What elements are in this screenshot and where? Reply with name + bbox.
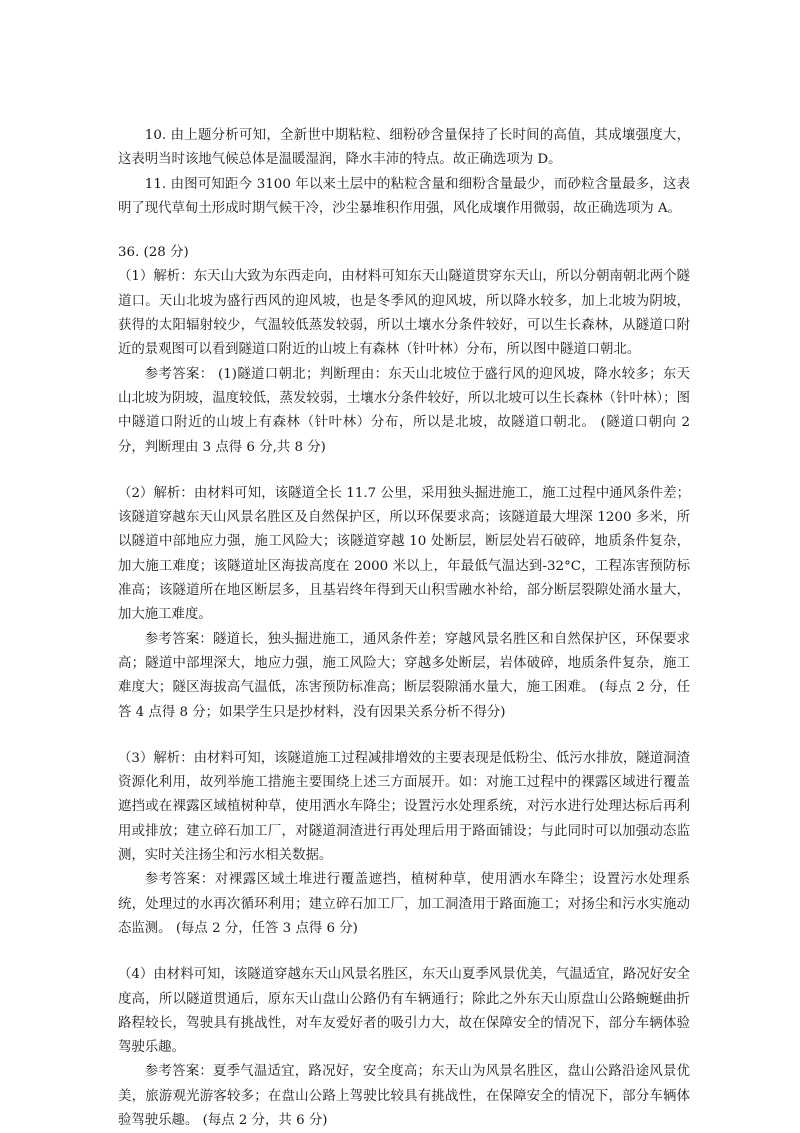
part3-answer: 参考答案：对裸露区域土堆进行覆盖遮挡，植树种草，使用洒水车降尘；设置污水处理系统，处理过的水再次循环利用；建立碎石加工厂，加工洞渣用于路面施工；对扬尘和污水实施动态监测。 (每点 2 分，任答 3 点得 6 分) xyxy=(118,872,690,936)
answer-q10: 10. 由上题分析可知，全新世中期粘粒、细粉砂含量保持了长时间的高值，其成壤强度大，这表明当时该地气候总体是温暖湿润，降水丰沛的特点。故正确选项为 D。 xyxy=(118,128,690,168)
part4-analysis: （4）由材料可知，该隧道穿越东天山风景名胜区，东天山夏季风景优美，气温适宜，路况好安全度高，所以隧道贯通后，原东天山盘山公路仍有车辆通行；除此之外东天山原盘山公路蜿蜒曲折路程较长，驾驶具有挑战性，对车友爱好者的吸引力大，故在保障安全的情况下，部分车辆体验驾驶乐趣。 xyxy=(118,967,690,1056)
part1-answer: 参考答案： (1)隧道口朝北；判断理由：东天山北坡位于盛行风的迎风坡，降水较多；东天山北坡为阴坡，温度较低，蒸发较弱，土壤水分条件较好，所以北坡可以生长森林（针叶林）；图中隧道口附近的山坡上有森林（针叶林）分布，所以是北坡，故隧道口朝北。 (隧道口朝向 2 分，判断理由 3 点得 6 分,共 8 分) xyxy=(118,366,690,455)
part4-answer: 参考答案：夏季气温适宜，路况好，安全度高；东天山为风景名胜区，盘山公路沿途风景优美，旅游观光游客较多；在盘山公路上驾驶比较具有挑战性，在保障安全的情况下，部分车辆体验驾驶乐趣。 (每点 2 分，共 6 分) xyxy=(118,1064,690,1128)
answer-q11: 11. 由图可知距今 3100 年以来土层中的粘粒含量和细粉含量最少，而砂粒含量最多，这表明了现代草甸土形成时期气候干冷，沙尘暴堆积作用强，风化成壤作用微弱，故正确选项为 A。 xyxy=(118,176,690,216)
part3-analysis: （3）解析：由材料可知，该隧道施工过程减排增效的主要表现是低粉尘、低污水排放，隧道洞渣资源化利用，故列举施工措施主要围绕上述三方面展开。如：对施工过程中的裸露区域进行覆盖遮挡或在裸露区域植树种草，使用洒水车降尘；设置污水处理系统，对污水进行处理达标后再利用或排放；建立碎石加工厂，对隧道洞渣进行再处理后用于路面铺设；与此同时可以加强动态监测，实时关注扬尘和污水相关数据。 xyxy=(118,750,690,864)
q36-header: 36. (28 分) xyxy=(118,245,189,261)
part2-analysis: （2）解析：由材料可知，该隧道全长 11.7 公里，采用独头掘进施工，施工过程中通风条件差；该隧道穿越东天山风景名胜区及自然保护区，所以环保要求高；该隧道最大埋深 1200 多米，所以隧道中部地应力强，施工风险大；该隧道穿越 10 处断层，断层处岩石破碎，地质条件复杂，加大施工难度；该隧道址区海拔高度在 2000 米以上，年最低气温达到-32°C，工程冻害预防标准高；该隧道所在地区断层多，且基岩终年得到天山积雪融水补给，部分断层裂隙处涌水量大，加大施工难度。 xyxy=(118,485,690,623)
part1-analysis: （1）解析：东天山大致为东西走向，由材料可知东天山隧道贯穿东天山，所以分朝南朝北两个隧道口。天山北坡为盛行西风的迎风坡，也是冬季风的迎风坡，所以降水较多，加上北坡为阴坡，获得的太阳辐射较少，气温较低蒸发较弱，所以土壤水分条件较好，可以生长森林，从隧道口附近的景观图可以看到隧道口附近的山坡上有森林（针叶林）分布，所以图中隧道口朝北。 xyxy=(118,269,690,358)
part2-answer: 参考答案：隧道长，独头掘进施工，通风条件差；穿越风景名胜区和自然保护区，环保要求高；隧道中部埋深大，地应力强，施工风险大；穿越多处断层，岩体破碎，地质条件复杂，施工难度大；隧区海拔高气温低，冻害预防标准高；断层裂隙涌水量大，施工困难。 (每点 2 分，任答 4 点得 8 分；如果学生只是抄材料，没有因果关系分析不得分) xyxy=(118,631,690,720)
answer-document xyxy=(118,124,690,1133)
